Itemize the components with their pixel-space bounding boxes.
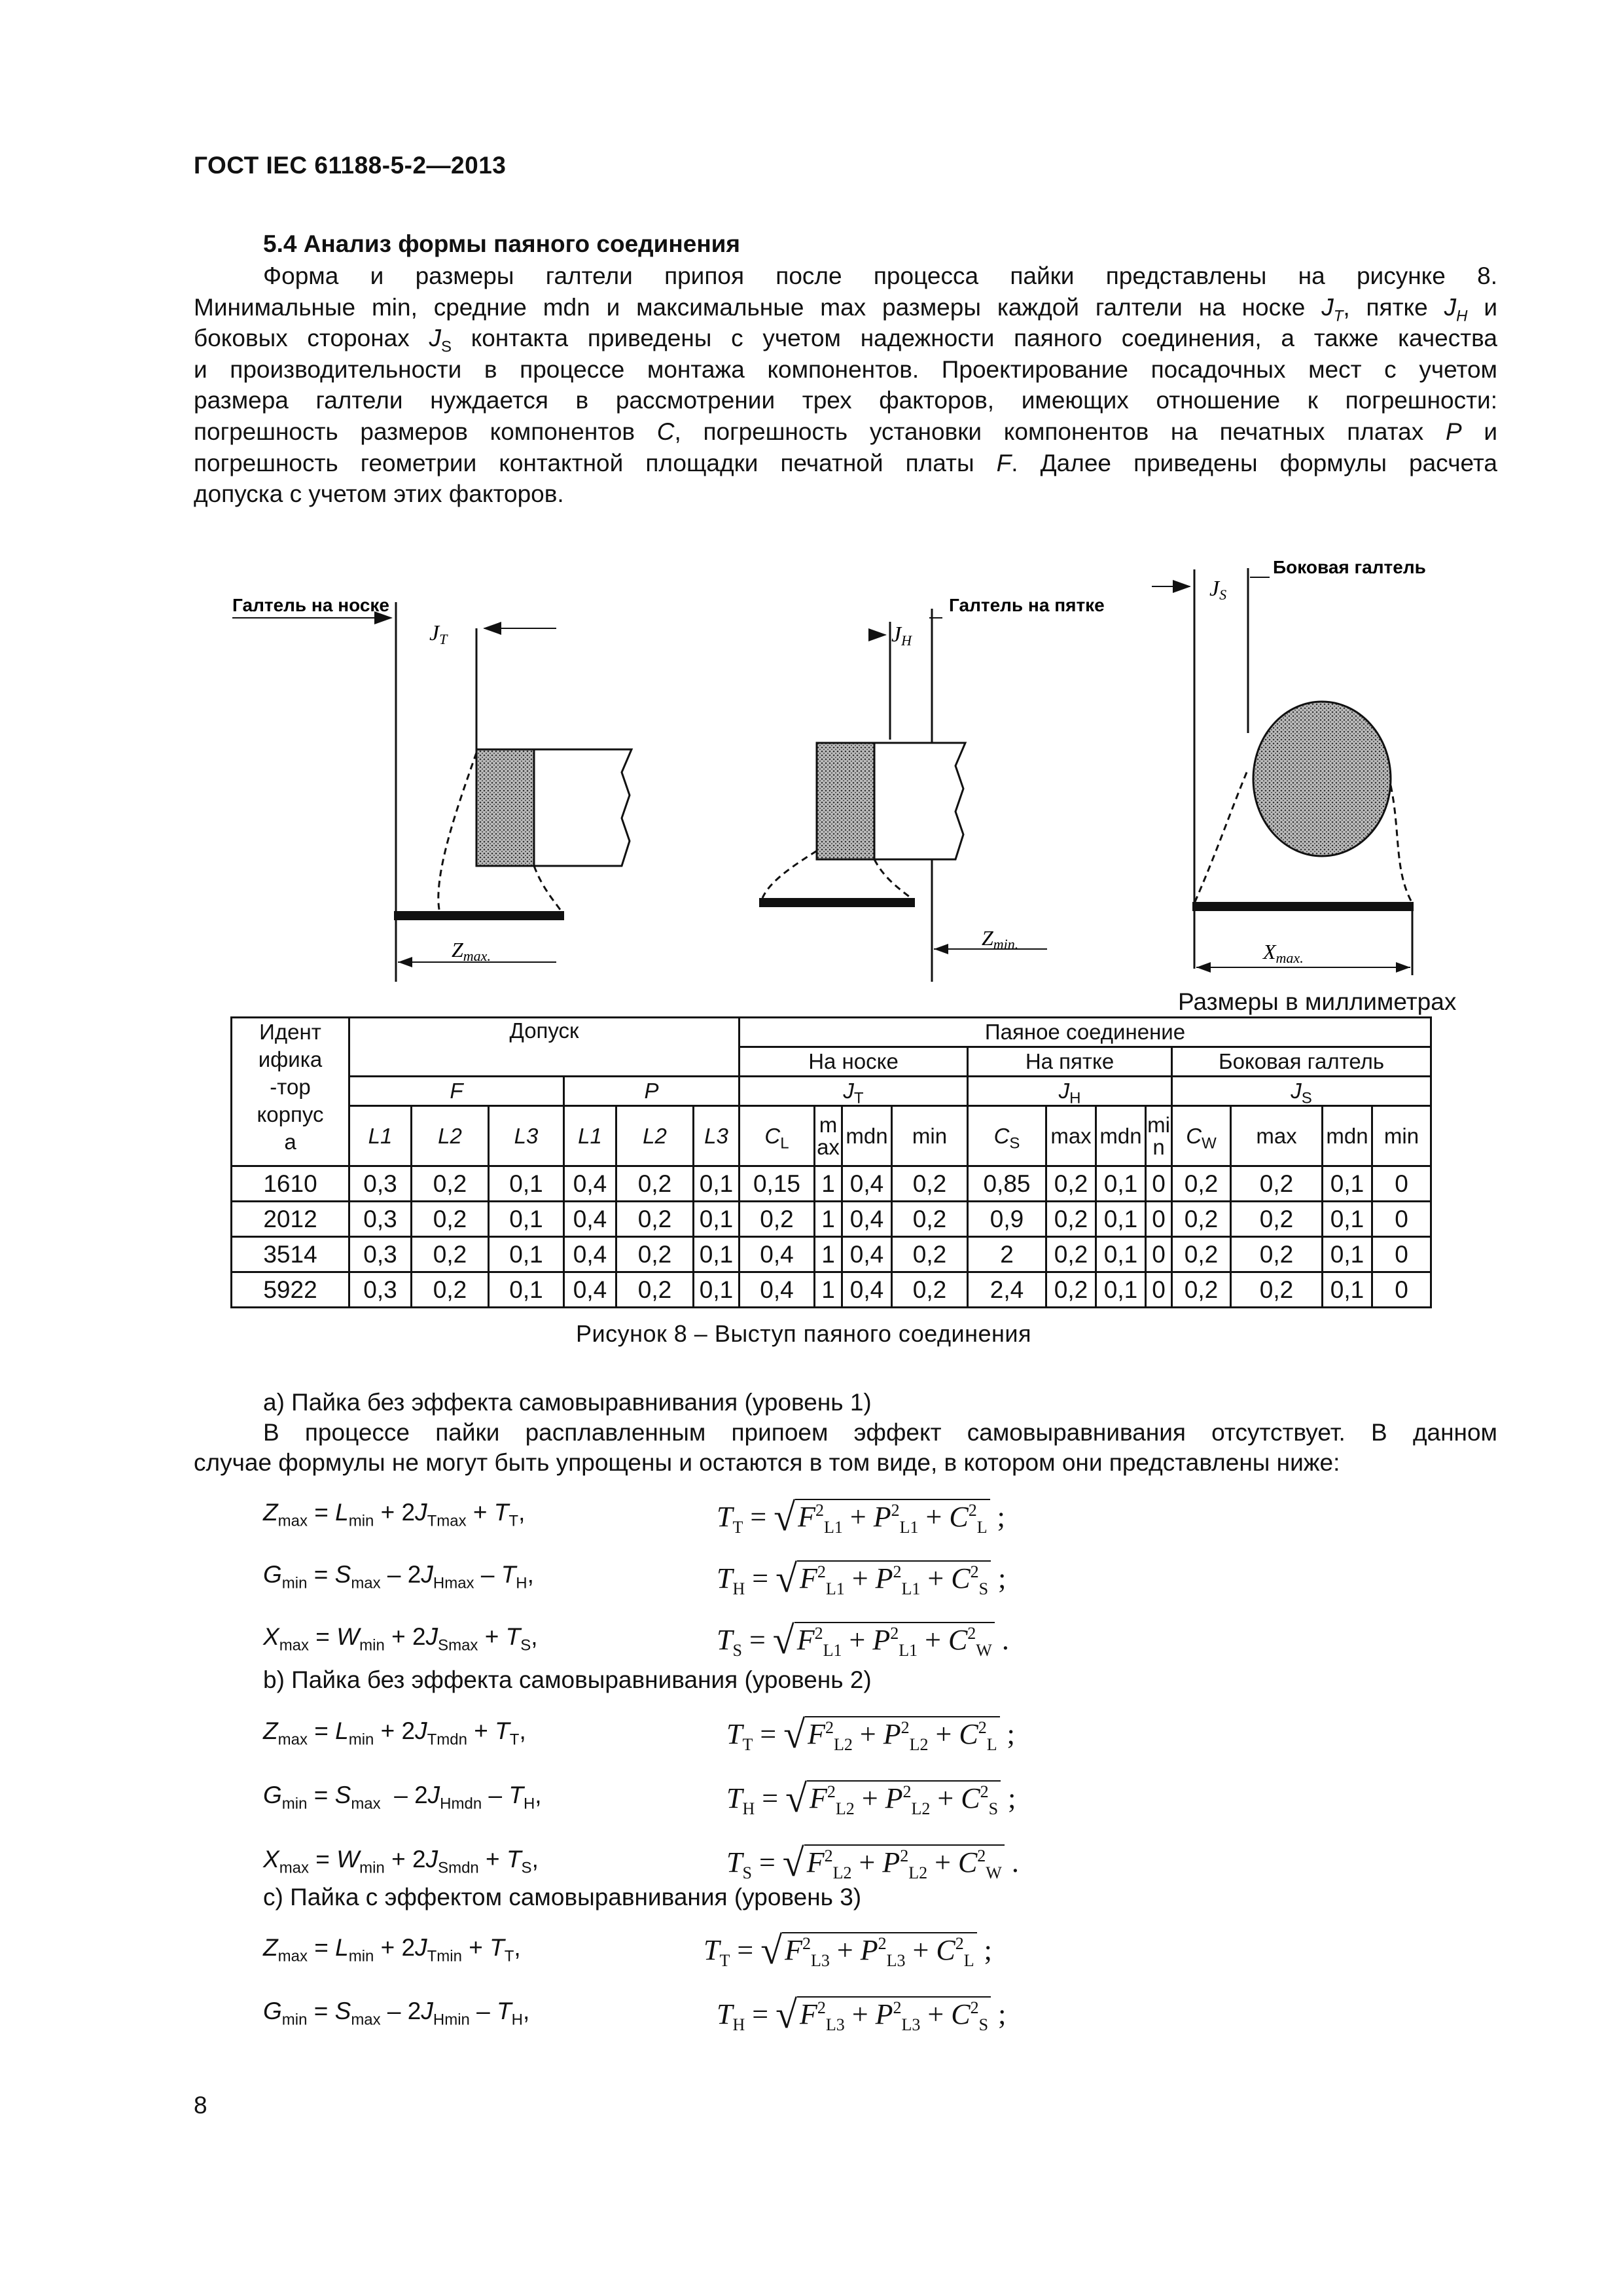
jt-label: JT: [429, 621, 448, 647]
p-header: P: [564, 1077, 740, 1106]
table-cell: 0,2: [412, 1166, 489, 1202]
table-cell: 0,3: [349, 1202, 412, 1237]
joint-header: Паяное соединение: [740, 1018, 1431, 1047]
table-cell: 0,2: [892, 1237, 968, 1272]
table-cell: 0,2: [740, 1202, 815, 1237]
table-row: [232, 1237, 1431, 1272]
package-id-cell: 1610: [232, 1166, 349, 1202]
table-cell: 0,1: [1096, 1202, 1146, 1237]
sub-header: mdn: [1323, 1106, 1372, 1166]
table-cell: 0: [1372, 1166, 1431, 1202]
formula-xmax-2: $X_{max} = W_{min} + 2J_{Smdn} + T_S$,: [263, 1846, 539, 1877]
table-cell: 0: [1372, 1202, 1431, 1237]
formula-gmin-3: $G_{min} = S_{max} - 2J_{Hmin} - T_H$,: [263, 1998, 530, 2029]
package-id-cell: 3514: [232, 1237, 349, 1272]
table-cell: 0,4: [564, 1272, 616, 1308]
solder-fillet-figure: [0, 0, 1623, 1021]
label-side: Боковая галтель: [1273, 557, 1426, 577]
table-cell: 0,1: [694, 1166, 740, 1202]
table-cell: 0,2: [1231, 1272, 1323, 1308]
toe-header: На носке: [740, 1047, 968, 1077]
jh-label: JH: [891, 622, 912, 649]
sub-header-row: [232, 1106, 1431, 1166]
table-cell: 0,1: [1323, 1237, 1372, 1272]
formula-gmin-1: $G_{min} = S_{max} - 2J_{Hmax} - T_H$,: [263, 1561, 534, 1592]
figure-caption: Рисунок 8 – Выступ паяного соединения: [576, 1320, 1032, 1347]
zmin-label: Zmin.: [982, 926, 1019, 952]
table-cell: 0,2: [412, 1202, 489, 1237]
table-cell: 0,1: [1096, 1237, 1146, 1272]
table-cell: 0: [1146, 1202, 1172, 1237]
sub-header: L1: [564, 1106, 616, 1166]
page-number: 8: [194, 2092, 207, 2119]
table-cell: 0,1: [1096, 1272, 1146, 1308]
item-a-text-2: случае формулы не могут быть упрощены и остаются в том виде, в котором они представлены ниже:: [194, 1449, 1340, 1476]
table-cell: 0,2: [616, 1237, 694, 1272]
col-ident-header: Идент ифика -тор корпус а: [232, 1018, 349, 1166]
sub-header: L3: [694, 1106, 740, 1166]
table-cell: 0: [1372, 1272, 1431, 1308]
formula-zmax-3: $Z_{max} = L_{min} + 2J_{Tmin} + T_T$,: [263, 1934, 521, 1965]
js-label: JS: [1209, 577, 1227, 603]
sub-header: min: [892, 1106, 968, 1166]
table-cell: 0: [1372, 1237, 1431, 1272]
table-cell: 0,2: [1046, 1202, 1096, 1237]
table-cell: 0,4: [842, 1202, 892, 1237]
sub-header: $C_L$: [740, 1106, 815, 1166]
table-cell: 0,2: [1172, 1202, 1231, 1237]
formula-ts-1: $T_S = √F^2_{L1} + P^2_{L1} + C^2_W$ .: [717, 1619, 1009, 1662]
package-id-cell: 5922: [232, 1272, 349, 1308]
table-cell: 0,2: [1172, 1237, 1231, 1272]
intro-paragraph: Форма и размеры галтели припоя после процесса пайки представлены на рисунке 8. Минимальные min, средние mdn и максимальные max размеры каждой галтели на носке $J_T$, пятке $J_H$ и боковых сторонах $J_S$ контакта приведены с учетом надежности паяного соединения, а также качества и производительности в процессе монтажа компонентов. Проектирование посадочных мест с учетом размера галтели нуждается в рассмотрении трех факторов, имеющих отношение к погрешности: погрешность размеров компонентов C, погрешность установки компонентов на печатных платах P и погрешность геометрии контактной площадки печатной платы F. Далее приведены формулы расчета допуска с учетом этих факторов.: [194, 262, 1497, 508]
table-cell: 2,4: [968, 1272, 1046, 1308]
table-cell: 1: [815, 1272, 842, 1308]
table-cell: 0,1: [489, 1237, 564, 1272]
table-cell: 0,4: [740, 1272, 815, 1308]
js-header: $J_S$: [1172, 1077, 1431, 1106]
table-cell: 0,4: [564, 1237, 616, 1272]
heel-header: На пятке: [968, 1047, 1172, 1077]
sub-header: L3: [489, 1106, 564, 1166]
formula-gmin-2: $G_{min} = S_{max} - 2J_{Hmdn} - T_H$,: [263, 1782, 542, 1813]
table-cell: 1: [815, 1237, 842, 1272]
formula-th-2: $T_H = √F^2_{L2} + P^2_{L2} + C^2_S$ ;: [726, 1777, 1016, 1820]
tolerance-header: Допуск: [349, 1018, 740, 1077]
item-b-title: b) Пайка без эффекта самовыравнивания (уровень 2): [263, 1666, 872, 1693]
f-header: F: [349, 1077, 564, 1106]
table-cell: 0: [1146, 1166, 1172, 1202]
table-row: [232, 1202, 1431, 1237]
table-cell: 0,3: [349, 1237, 412, 1272]
zmax-label: Zmax.: [452, 938, 491, 964]
table-cell: 0,1: [694, 1272, 740, 1308]
formula-th-1: $T_H = √F^2_{L1} + P^2_{L1} + C^2_S$ ;: [717, 1557, 1007, 1600]
table-cell: 0,9: [968, 1202, 1046, 1237]
jh-header: $J_H$: [968, 1077, 1172, 1106]
table-cell: 0,2: [1046, 1237, 1096, 1272]
table-cell: 0,2: [892, 1272, 968, 1308]
sub-header: max: [1046, 1106, 1096, 1166]
table-cell: 0,2: [412, 1237, 489, 1272]
sub-header: L2: [616, 1106, 694, 1166]
table-cell: 0,2: [1172, 1272, 1231, 1308]
table-cell: 0,2: [1172, 1166, 1231, 1202]
table-cell: 0,1: [1096, 1166, 1146, 1202]
table-cell: 0,2: [1231, 1237, 1323, 1272]
table-cell: 0,1: [694, 1202, 740, 1237]
side-fillet-diagram: [1152, 557, 1426, 975]
table-cell: 0,4: [740, 1237, 815, 1272]
table-cell: 0,3: [349, 1166, 412, 1202]
sub-header: mdn: [842, 1106, 892, 1166]
formula-tt-3: $T_T = √F^2_{L3} + P^2_{L3} + C^2_L$ ;: [704, 1929, 992, 1972]
table-cell: 1: [815, 1202, 842, 1237]
table-row: [232, 1166, 1431, 1202]
table-cell: 0,2: [616, 1202, 694, 1237]
table-cell: 0,4: [842, 1237, 892, 1272]
table-cell: 0,2: [616, 1272, 694, 1308]
formula-tt-2: $T_T = √F^2_{L2} + P^2_{L2} + C^2_L$ ;: [726, 1713, 1015, 1756]
table-cell: 0,2: [1046, 1166, 1096, 1202]
label-toe: Галтель на носке: [232, 595, 389, 615]
sub-header: max: [1231, 1106, 1323, 1166]
table-cell: 0,2: [1231, 1166, 1323, 1202]
table-cell: 0,2: [1231, 1202, 1323, 1237]
jt-header: $J_T$: [740, 1077, 968, 1106]
sub-header: mi n: [1146, 1106, 1172, 1166]
table-cell: 0,4: [564, 1202, 616, 1237]
fillet-dimensions-table: [230, 1016, 1432, 1308]
table-cell: 0,15: [740, 1166, 815, 1202]
item-a-text-1: В процессе пайки расплавленным припоем эффект самовыравнивания отсутствует. В данном: [263, 1419, 1497, 1446]
table-cell: 0,1: [489, 1202, 564, 1237]
table-cell: 0,1: [694, 1237, 740, 1272]
document-header: ГОСТ IEC 61188-5-2—2013: [194, 152, 507, 179]
formula-zmax-2: $Z_{max} = L_{min} + 2J_{Tmdn} + T_T$,: [263, 1717, 526, 1749]
table-cell: 0,1: [1323, 1202, 1372, 1237]
formula-th-3: $T_H = √F^2_{L3} + P^2_{L3} + C^2_S$ ;: [717, 1993, 1007, 2036]
units-note: Размеры в миллиметрах: [1178, 988, 1457, 1015]
table-cell: 0,4: [842, 1166, 892, 1202]
table-cell: 0,4: [842, 1272, 892, 1308]
table-cell: 0: [1146, 1272, 1172, 1308]
formula-tt-1: $T_T = √F^2_{L1} + P^2_{L1} + C^2_L$ ;: [717, 1496, 1005, 1539]
table-cell: 0,2: [892, 1202, 968, 1237]
table-cell: 0,2: [616, 1166, 694, 1202]
item-c-title: c) Пайка с эффектом самовыравнивания (уровень 3): [263, 1884, 862, 1910]
table-cell: 0,1: [1323, 1272, 1372, 1308]
table-cell: 0: [1146, 1237, 1172, 1272]
formula-zmax-1: $Z_{max} = L_{min} + 2J_{Tmax} + T_T$,: [263, 1499, 526, 1530]
sub-header: $C_W$: [1172, 1106, 1231, 1166]
sub-header: L2: [412, 1106, 489, 1166]
package-id-cell: 2012: [232, 1202, 349, 1237]
toe-fillet-diagram: [232, 595, 632, 982]
table-cell: 0,2: [892, 1166, 968, 1202]
table-cell: 0,1: [1323, 1166, 1372, 1202]
formula-xmax-1: $X_{max} = W_{min} + 2J_{Smax} + T_S$,: [263, 1623, 538, 1655]
sub-header: m ax: [815, 1106, 842, 1166]
table-cell: 0,2: [412, 1272, 489, 1308]
table-cell: 1: [815, 1166, 842, 1202]
sub-header: min: [1372, 1106, 1431, 1166]
table-cell: 0,1: [489, 1166, 564, 1202]
table-cell: 0,3: [349, 1272, 412, 1308]
sub-header: mdn: [1096, 1106, 1146, 1166]
xmax-label: Xmax.: [1263, 940, 1304, 966]
table-cell: 0,2: [1046, 1272, 1096, 1308]
formula-ts-2: $T_S = √F^2_{L2} + P^2_{L2} + C^2_W$ .: [726, 1841, 1019, 1884]
section-title: 5.4 Анализ формы паяного соединения: [263, 230, 740, 257]
table-cell: 2: [968, 1237, 1046, 1272]
table-cell: 0,1: [489, 1272, 564, 1308]
heel-fillet-diagram: [759, 595, 1105, 982]
item-a-title: а) Пайка без эффекта самовыравнивания (уровень 1): [263, 1389, 872, 1416]
sub-header: L1: [349, 1106, 412, 1166]
table-cell: 0,85: [968, 1166, 1046, 1202]
label-heel: Галтель на пятке: [949, 595, 1105, 615]
table-cell: 0,4: [564, 1166, 616, 1202]
sub-header: $C_S$: [968, 1106, 1046, 1166]
side-header: Боковая галтель: [1172, 1047, 1431, 1077]
table-row: [232, 1272, 1431, 1308]
